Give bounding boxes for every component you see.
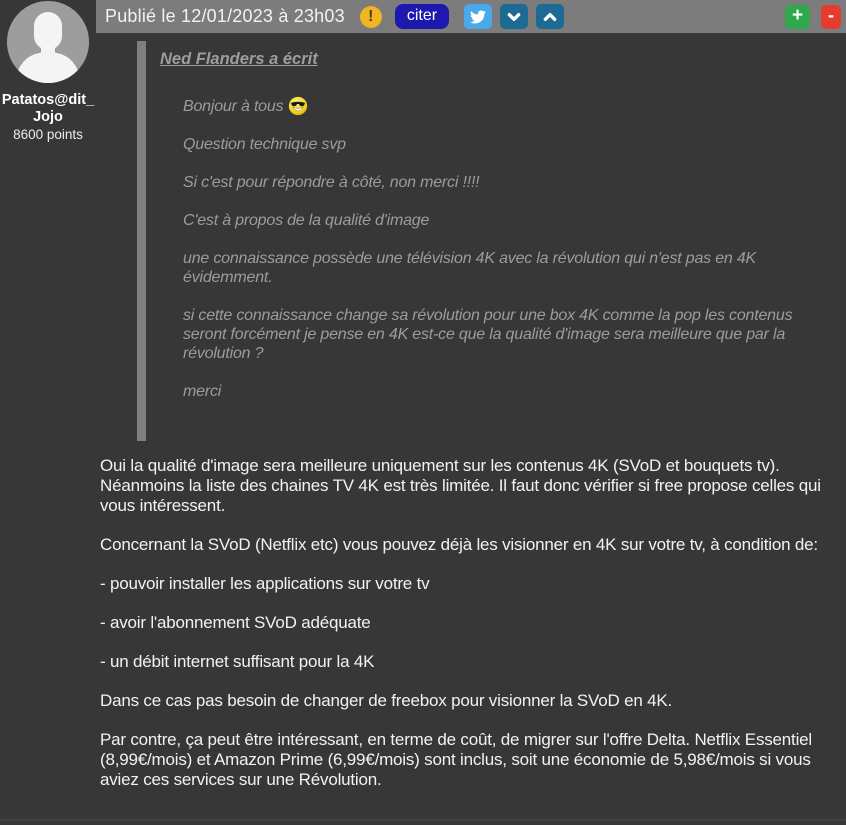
chevron-down-icon — [505, 9, 523, 25]
published-date: Publié le 12/01/2023 à 23h03 — [105, 6, 345, 26]
post-divider — [0, 819, 846, 821]
reply-paragraph: Oui la qualité d'image sera meilleure uniquement sur les contenus 4K (SVoD et bouquets tv). Néanmoins la liste des chaines TV 4K est très limitée. Il faut donc vérifier si free propose celles qui vous intéressent. — [100, 456, 821, 515]
quote-author-link[interactable]: Ned Flanders a écrit — [160, 50, 318, 68]
chevron-up-icon — [541, 9, 559, 25]
quote-paragraph: Question technique svp — [183, 136, 346, 153]
reply-paragraph: - un débit internet suffisant pour la 4K — [100, 652, 375, 671]
twitter-share-button[interactable] — [464, 4, 492, 29]
quote-paragraph: merci — [183, 383, 222, 400]
reply-paragraph: Dans ce cas pas besoin de changer de freebox pour visionner la SVoD en 4K. — [100, 691, 673, 710]
twitter-icon — [469, 9, 487, 25]
avatar[interactable] — [7, 1, 89, 83]
author-panel — [0, 1, 96, 142]
report-warning-button[interactable] — [360, 6, 382, 28]
reply-paragraph: - avoir l'abonnement SVoD adéquate — [100, 613, 371, 632]
cite-button[interactable]: citer — [395, 4, 449, 29]
quote-paragraph: Si c'est pour répondre à côté, non merci !!!! — [183, 174, 480, 191]
quoted-message — [137, 41, 840, 441]
quote-body — [160, 96, 840, 401]
post-header-bar — [96, 0, 846, 33]
scroll-down-button[interactable] — [500, 4, 528, 29]
upvote-button[interactable]: + — [785, 5, 810, 29]
quote-paragraph: une connaissance possède une télévision 4K avec la révolution qui n'est pas en 4K évidemment. — [183, 250, 757, 286]
quote-paragraph: Bonjour à tous — [183, 96, 834, 116]
reply-body — [100, 456, 840, 790]
quote-paragraph: C'est à propos de la qualité d'image — [183, 212, 430, 229]
exclamation-icon: ! — [368, 7, 374, 25]
quote-paragraph: si cette connaissance change sa révolution pour une box 4K comme la pop les contenus seront forcément je pense en 4K est-ce que la qualité d'image sera meilleure que par la révolution ? — [183, 307, 793, 362]
reply-paragraph: - pouvoir installer les applications sur votre tv — [100, 574, 430, 593]
scroll-up-button[interactable] — [536, 4, 564, 29]
author-username: Patatos@dit_ Jojo — [1, 92, 95, 125]
downvote-button[interactable]: - — [821, 5, 841, 29]
cool-sunglasses-grin-emoji — [288, 96, 308, 116]
reply-paragraph: Concernant la SVoD (Netflix etc) vous pouvez déjà les visionner en 4K sur votre tv, à condition de: — [100, 535, 818, 554]
author-points: 8600 points — [13, 127, 83, 142]
person-silhouette-icon — [7, 1, 89, 83]
reply-paragraph: Par contre, ça peut être intéressant, en terme de coût, de migrer sur l'offre Delta. Netflix Essentiel (8,99€/mois) et Amazon Prime (6,99€/mois) sont inclus, soit une économie de 5,98€/mois si vous aviez ces services sur une Révolution. — [100, 730, 812, 789]
post-content — [100, 41, 840, 790]
